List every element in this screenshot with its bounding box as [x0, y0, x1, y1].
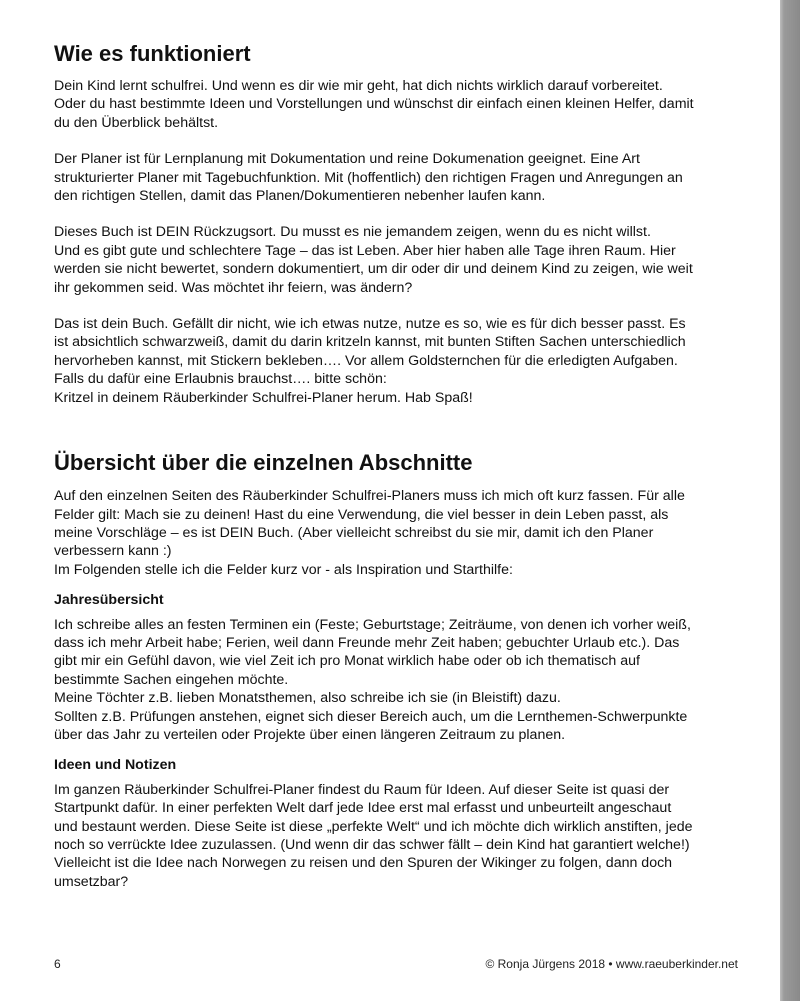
paragraph: Dein Kind lernt schulfrei. Und wenn es dir wie mir geht, hat dich nichts wirklich darauf vorbereitet. Oder du hast bestimmte Ideen und Vorstellungen und wünschst dir einfach einen kleinen Helfer, damit du den Überblick behältst.: [54, 78, 694, 131]
paragraph: Dieses Buch ist DEIN Rückzugsort. Du musst es nie jemandem zeigen, wenn du es nicht willst. Und es gibt gute und schlechtere Tage – das ist Leben. Aber hier haben alle Tage ihren Raum. Hier werden sie nicht bewertet, sondern dokumentiert, um dir oder dir und deinem Kind zu zeigen, wie weit ihr gekommen seid. Was möchtet ihr feiern, was ändern?: [54, 224, 693, 296]
paragraph: Der Planer ist für Lernplanung mit Dokumentation und reine Dokumenation geeignet. Eine Art strukturierter Planer mit Tagebuchfunktion. Mit (hoffentlich) den richtigen Fragen und Anregungen an den richtigen Stellen, damit das Planen/Dokumentieren nebenher laufen kann.: [54, 151, 683, 205]
subsection-title-jahresuebersicht: Jahresübersicht: [54, 592, 164, 609]
paragraph: Das ist dein Buch. Gefällt dir nicht, wie ich etwas nutze, nutze es so, wie es für dich besser passt. Es ist absichtlich schwarzweiß, damit du darin kritzeln kannst, mit bunten Stiften Sachen unterschiedlich hervorheben kannst, mit Stickern bekleben…. Vor allem Goldsternchen für die erledigten Aufgaben. Falls du dafür eine Erlaubnis brauchst…. bitte schön: Kritzel in deinem Räuberkinder Schulfrei-Planer herum. Hab Spaß!: [54, 316, 686, 406]
section-title-overview: Übersicht über die einzelnen Abschnitte: [54, 450, 473, 476]
page-edge-shadow: [780, 0, 800, 1001]
page-number: 6: [54, 957, 61, 971]
overview-intro: Auf den einzelnen Seiten des Räuberkinder Schulfrei-Planers muss ich mich oft kurz fassen. Für alle Felder gilt: Mach sie zu deinen! Hast du eine Verwendung, die viel besser in dein Leben passt, als meine Vorschläge – es ist DEIN Buch. (Aber vielleicht schreibst du sie mir, damit ich den Planer verbessern kann :) Im Folgenden stelle ich die Felder kurz vor - als Inspiration und Starthilfe:: [54, 488, 685, 578]
section-title-how-it-works: Wie es funktioniert: [54, 41, 251, 66]
subsection-title-ideen: Ideen und Notizen: [54, 757, 177, 774]
subsection-text-jahresuebersicht: Ich schreibe alles an festen Terminen ein (Feste; Geburtstage; Zeiträume, von denen ich vorher weiß, dass ich mehr Arbeit habe; Ferien, weil dann Freunde mehr Zeit haben; gebuchter Urlaub etc.). Das gibt mir ein Gefühl davon, wie viel Zeit ich pro Monat wirklich habe oder ob ich thematisch auf bestimmte Sachen eingehen möchte. Meine Töchter z.B. lieben Monatsthemen, also schreibe ich sie (in Bleistift) dazu. Sollten z.B. Prüfungen anstehen, eignet sich dieser Bereich auch, um die Lernthemen-Schwerpunkte über das Jahr zu verteilen oder Projekte über einen längeren Zeitraum zu planen.: [54, 616, 691, 743]
copyright-notice: © Ronja Jürgens 2018 • www.raeuberkinder.net: [485, 957, 738, 971]
page-content: [54, 40, 744, 891]
subsection-text-ideen: Im ganzen Räuberkinder Schulfrei-Planer findest du Raum für Ideen. Auf dieser Seite ist quasi der Startpunkt dafür. In einer perfekten Welt darf jede Idee erst mal erfasst und unbeurteilt angeschaut und bestaunt werden. Diese Seite ist diese „perfekte Welt“ und ich möchte dich wirklich anstiften, jede noch so verrückte Idee zuzulassen. (Und wenn dir das schwer fällt – dein Kind hat garantiert welche!) Vielleicht ist die Idee nach Norwegen zu reisen und den Spuren der Wikinger zu folgen, dann doch umsetzbar?: [54, 781, 693, 890]
